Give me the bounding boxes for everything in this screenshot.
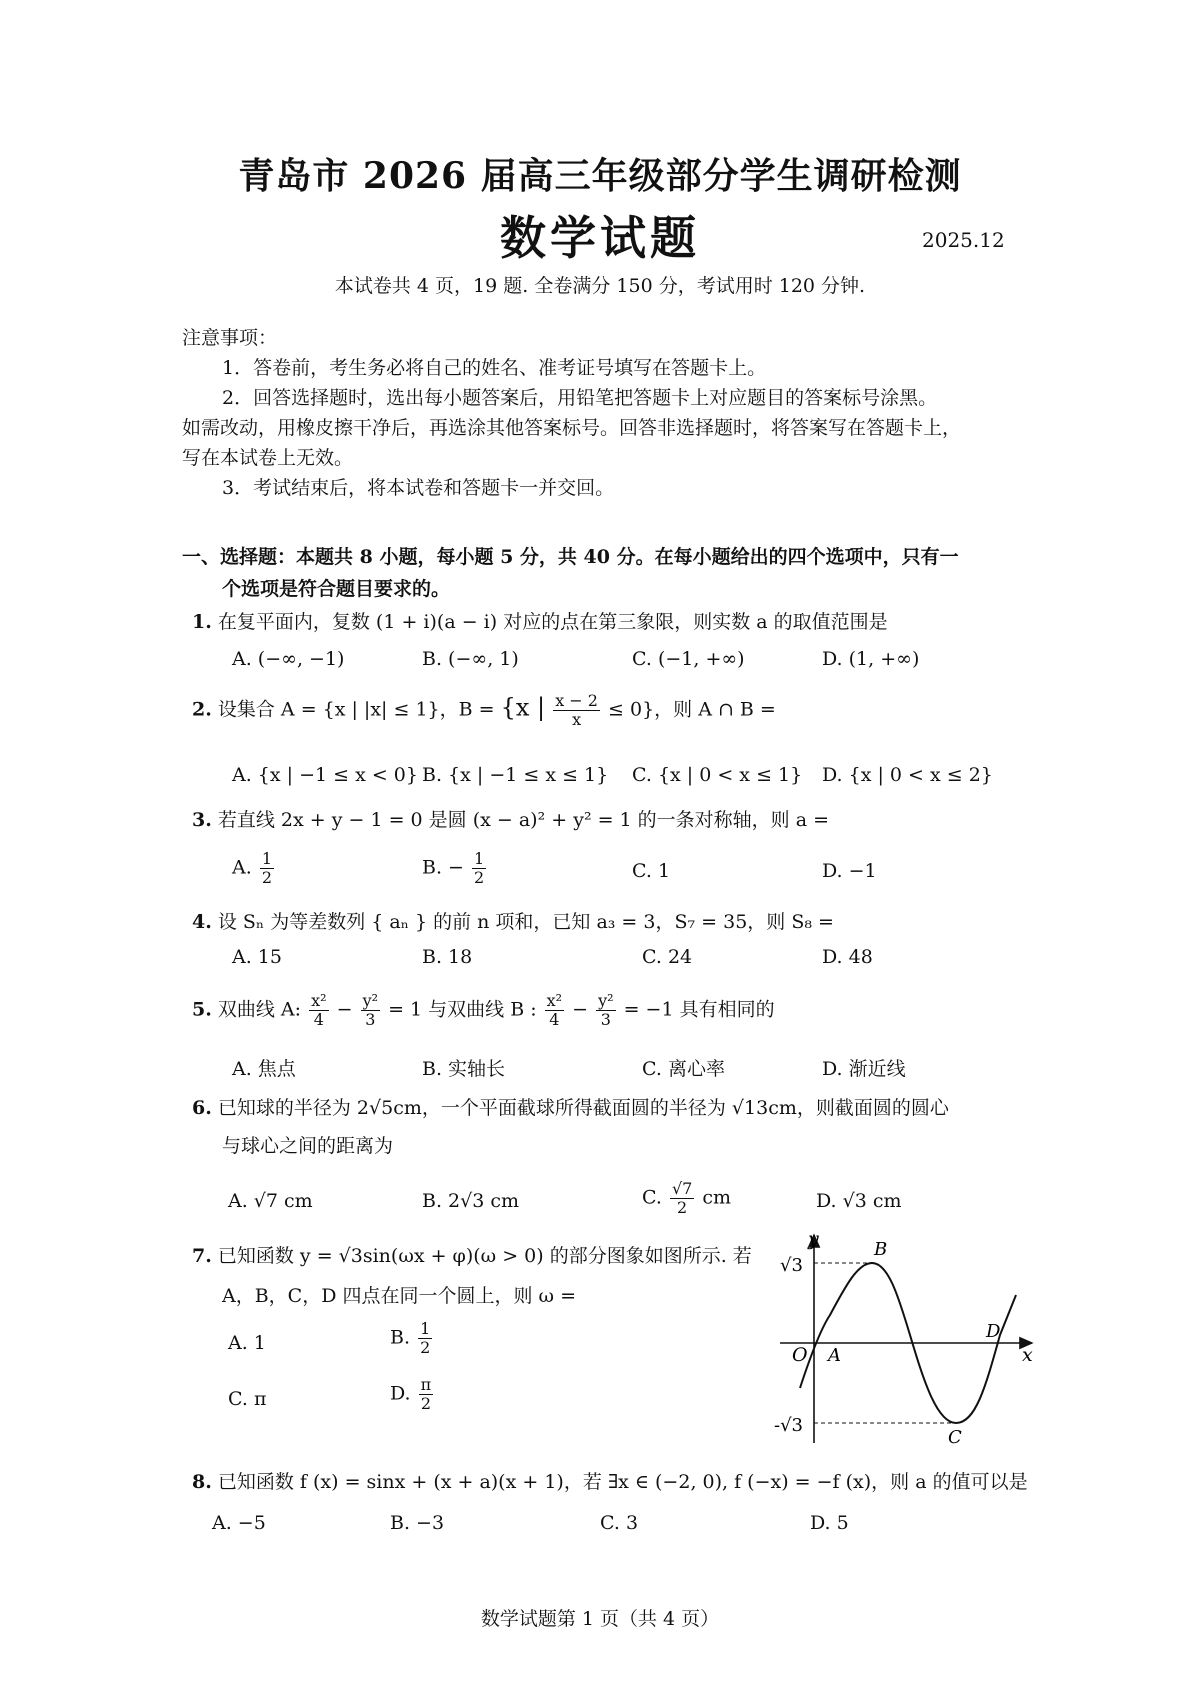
- denominator: 2: [677, 1198, 688, 1217]
- q2-option-d: D. {x | 0 < x ≤ 2}: [822, 764, 993, 786]
- notes-item-2: 2．回答选择题时，选出每小题答案后，用铅笔把答题卡上对应题目的答案标号涂黑。: [222, 387, 938, 409]
- numerator: x²: [546, 991, 563, 1010]
- sine-graph: [770, 1225, 1040, 1455]
- fraction: [309, 992, 328, 1029]
- question-text: 设集合 A = {x | |x| ≤ 1}，B =: [217, 698, 495, 721]
- numerator: 1: [474, 849, 485, 868]
- fraction: [545, 992, 564, 1029]
- question-number: 7.: [192, 1245, 212, 1267]
- q8-option-c: C. 3: [600, 1512, 639, 1534]
- q5-option-a: A. 焦点: [232, 1058, 296, 1080]
- q7-option-c: C. π: [228, 1388, 267, 1410]
- question-text: 若直线 2x + y − 1 = 0 是圆 (x − a)² + y² = 1 的一条对称轴，则 a =: [217, 809, 830, 831]
- option-label: B.: [390, 1326, 411, 1349]
- notes-item-2-end: 写在本试卷上无效。: [182, 447, 354, 469]
- question-number: 2.: [192, 698, 212, 721]
- question-text: = 1 与双曲线 B :: [388, 998, 537, 1021]
- set-brace-left: {x |: [500, 693, 546, 722]
- denominator: 2: [474, 868, 485, 887]
- question-7: [192, 1242, 752, 1270]
- fraction: [670, 1180, 694, 1217]
- q4-option-b: B. 18: [422, 946, 473, 968]
- question-number: 1.: [192, 611, 212, 633]
- question-8: [192, 1468, 1028, 1496]
- question-text: 双曲线 A:: [217, 998, 302, 1021]
- question-text: 已知球的半径为 2√5cm，一个平面截球所得截面圆的半径为 √13cm，则截面圆的圆心: [217, 1097, 949, 1119]
- q8-option-a: A. −5: [212, 1512, 266, 1534]
- notes-item-2-cont: 如需改动，用橡皮擦干净后，再选涂其他答案标号。回答非选择题时，将答案写在答题卡上，: [182, 417, 962, 439]
- q8-option-d: D. 5: [810, 1512, 849, 1534]
- denominator: 3: [600, 1010, 611, 1029]
- question-3: [192, 806, 829, 834]
- numerator: √7: [671, 1179, 693, 1198]
- question-number: 5.: [192, 998, 212, 1021]
- fraction: [553, 692, 600, 729]
- q3-option-d: D. −1: [822, 860, 877, 882]
- minus-sign: −: [572, 998, 589, 1021]
- q7-option-b: [390, 1320, 434, 1357]
- numerator: x²: [311, 991, 327, 1010]
- q6-option-b: B. 2√3 cm: [422, 1190, 520, 1212]
- question-number: 6.: [192, 1097, 212, 1119]
- point-c-label: C: [948, 1427, 962, 1448]
- numerator: y²: [362, 991, 379, 1010]
- option-label: A.: [232, 856, 252, 879]
- question-number: 3.: [192, 809, 212, 831]
- x-axis-label: x: [1022, 1344, 1033, 1366]
- question-text: 在复平面内，复数 (1 + i)(a − i) 对应的点在第三象限，则实数 a 的取值范围是: [217, 611, 888, 633]
- question-text-end: ≤ 0}，则 A ∩ B =: [608, 698, 776, 721]
- q6-option-c: [642, 1180, 731, 1217]
- question-number: 4.: [192, 911, 212, 933]
- point-d-label: D: [986, 1321, 1001, 1342]
- question-6: [192, 1094, 949, 1122]
- denominator: 4: [549, 1010, 560, 1029]
- question-number: 8.: [192, 1471, 212, 1493]
- q1-option-c: C. (−1, +∞): [632, 648, 745, 670]
- question-5: [192, 992, 775, 1029]
- question-6-cont: 与球心之间的距离为: [222, 1135, 394, 1157]
- q3-option-a: [232, 850, 276, 887]
- numerator: 1: [261, 849, 272, 868]
- denominator: 2: [261, 868, 272, 887]
- question-2: [192, 692, 776, 729]
- q5-option-d: D. 渐近线: [822, 1058, 906, 1080]
- question-7-cont: A，B，C，D 四点在同一个圆上，则 ω =: [222, 1285, 576, 1307]
- denominator: 2: [420, 1338, 431, 1357]
- fraction: [596, 992, 615, 1029]
- numerator: 1: [420, 1319, 431, 1338]
- fraction: [419, 1376, 434, 1413]
- minus-sign: −: [336, 998, 353, 1021]
- exam-title: 青岛市 2026 届高三年级部分学生调研检测: [238, 155, 962, 197]
- section-heading-cont: 个选项是符合题目要求的。: [222, 578, 451, 600]
- q3-option-b: [422, 850, 488, 887]
- question-1: [192, 608, 888, 636]
- q2-option-b: B. {x | −1 ≤ x ≤ 1}: [422, 764, 609, 786]
- option-label: B. −: [422, 856, 464, 879]
- question-text: 设 Sₙ 为等差数列 { aₙ } 的前 n 项和，已知 a₃ = 3，S₇ = 35，则 S₈ =: [217, 911, 834, 933]
- q4-option-a: A. 15: [232, 946, 282, 968]
- question-4: [192, 908, 834, 936]
- point-b-label: B: [874, 1239, 888, 1260]
- question-text: 已知函数 f (x) = sinx + (x + a)(x + 1)，若 ∃x ∈ (−2, 0), f (−x) = −f (x)，则 a 的值可以是: [217, 1471, 1028, 1493]
- q2-option-a: A. {x | −1 ≤ x < 0}: [232, 764, 418, 786]
- page-footer: 数学试题第 1 页（共 4 页）: [480, 1608, 720, 1630]
- question-text: 已知函数 y = √3sin(ωx + φ)(ω > 0) 的部分图象如图所示. 若: [217, 1245, 752, 1267]
- denominator: 3: [365, 1010, 376, 1029]
- denominator: 4: [313, 1010, 324, 1029]
- y-min-label: -√3: [774, 1415, 804, 1436]
- q4-option-d: D. 48: [822, 946, 873, 968]
- q7-option-d: [390, 1376, 435, 1413]
- q3-option-c: C. 1: [632, 860, 671, 882]
- exam-intro: 本试卷共 4 页，19 题. 全卷满分 150 分，考试用时 120 分钟.: [334, 275, 866, 297]
- subject-title: 数学试题: [500, 211, 700, 265]
- fraction: [361, 992, 380, 1029]
- y-max-label: √3: [780, 1255, 803, 1276]
- q1-option-a: A. (−∞, −1): [232, 648, 345, 670]
- denominator: 2: [420, 1394, 431, 1413]
- fraction: [260, 850, 274, 887]
- q1-option-b: B. (−∞, 1): [422, 648, 519, 670]
- fraction: [418, 1320, 432, 1357]
- q6-option-a: A. √7 cm: [228, 1190, 313, 1212]
- numerator: y²: [598, 991, 614, 1010]
- q5-option-b: B. 实轴长: [422, 1058, 506, 1080]
- denominator: x: [572, 710, 582, 729]
- y-axis-label: y: [808, 1228, 819, 1250]
- notes-item-1: 1．答卷前，考生务必将自己的姓名、准考证号填写在答题卡上。: [222, 357, 767, 379]
- exam-date: 2025.12: [922, 228, 1005, 252]
- notes-item-3: 3．考试结束后，将本试卷和答题卡一并交回。: [222, 477, 615, 499]
- numerator: x − 2: [555, 691, 598, 710]
- question-text-end: = −1 具有相同的: [623, 998, 775, 1021]
- q2-option-c: C. {x | 0 < x ≤ 1}: [632, 764, 803, 786]
- q8-option-b: B. −3: [390, 1512, 445, 1534]
- q7-option-a: A. 1: [228, 1332, 266, 1354]
- origin-label: O: [792, 1344, 808, 1366]
- unit: cm: [702, 1186, 732, 1209]
- notes-heading: 注意事项：: [182, 327, 278, 349]
- q6-option-d: D. √3 cm: [816, 1190, 902, 1212]
- q5-option-c: C. 离心率: [642, 1058, 725, 1080]
- section-heading: 一、选择题：本题共 8 小题，每小题 5 分，共 40 分。在每小题给出的四个选项中，只有一: [182, 546, 959, 568]
- option-label: D.: [390, 1382, 411, 1405]
- numerator: π: [420, 1375, 432, 1394]
- q1-option-d: D. (1, +∞): [822, 648, 920, 670]
- option-label: C.: [642, 1186, 662, 1209]
- q4-option-c: C. 24: [642, 946, 693, 968]
- fraction: [472, 850, 486, 887]
- point-a-label: A: [828, 1345, 841, 1366]
